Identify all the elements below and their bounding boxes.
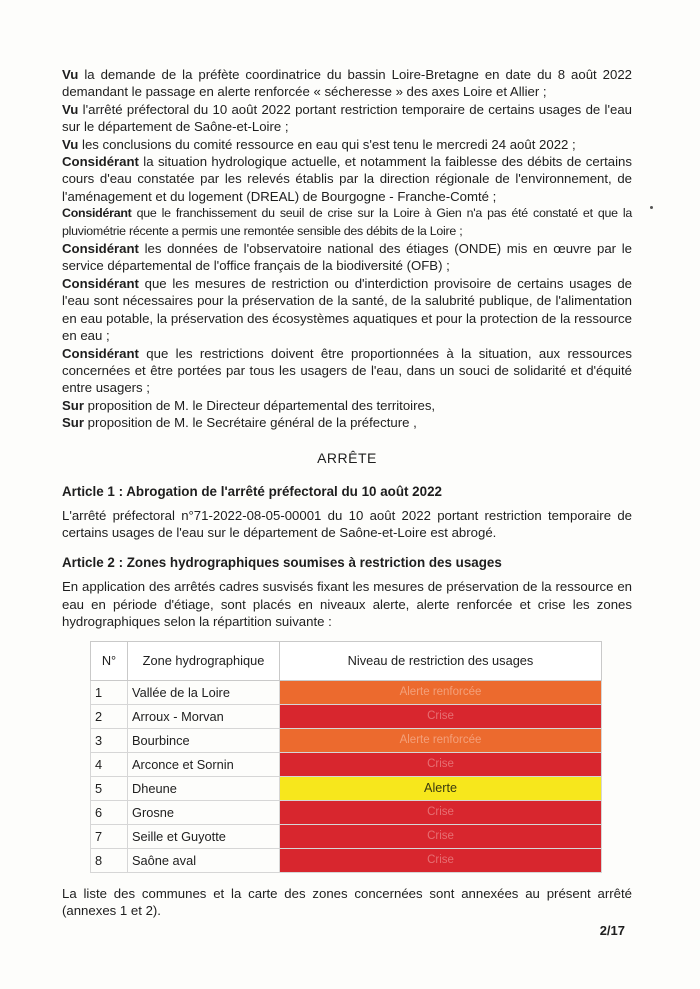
header-level: Niveau de restriction des usages	[280, 641, 602, 680]
preamble-lead: Vu	[62, 67, 79, 82]
table-row	[91, 776, 602, 800]
preamble-item	[62, 101, 632, 136]
header-num: N°	[91, 641, 128, 680]
zone-name: Saône aval	[128, 848, 280, 872]
preamble-item	[62, 345, 632, 397]
restriction-level: Crise	[280, 848, 602, 872]
table-row	[91, 824, 602, 848]
preamble-text: la situation hydrologique actuelle, et notamment la faiblesse des débits de certains cours d'eau constatée par les relevés établis par la direction régionale de l'environnement, de l'aménagement et du logement (DREAL) de Bourgogne - Franche-Comté ;	[62, 154, 632, 204]
preamble-lead: Considérant	[62, 154, 139, 170]
table-row	[91, 752, 602, 776]
zone-number: 3	[91, 728, 128, 752]
preamble-text: les données de l'observatoire national des étiages (ONDE) mis en œuvre par le service départemental de l'office français de la biodiversité (OFB) ;	[62, 241, 632, 274]
preamble-text: que le franchissement du seuil de crise sur la Loire à Gien n'a pas été constaté et que la pluviométrie récente a permis une remontée sensible des débits de la Loire ;	[62, 206, 632, 238]
zone-name: Dheune	[128, 776, 280, 800]
zone-number: 6	[91, 800, 128, 824]
zone-name: Vallée de la Loire	[128, 680, 280, 704]
preamble-text: la demande de la préfète coordinatrice du bassin Loire-Bretagne en date du 8 août 2022 demandant le passage en alerte renforcée « sécheresse » des axes Loire et Allier ;	[62, 67, 632, 100]
preamble-lead: Sur	[62, 415, 84, 431]
table-header-row	[91, 641, 602, 680]
preamble-item	[62, 205, 632, 240]
restriction-level: Crise	[280, 824, 602, 848]
restriction-level: Alerte renforcée	[280, 728, 602, 752]
table-row	[91, 728, 602, 752]
article-2-annex-note: La liste des communes et la carte des zones concernées sont annexées au présent arrêté (annexes 1 et 2).	[62, 885, 632, 918]
preamble	[62, 66, 632, 432]
zone-name: Bourbince	[128, 728, 280, 752]
document-page	[62, 66, 632, 919]
page-number: 2/17	[599, 923, 625, 938]
zone-number: 7	[91, 824, 128, 848]
restriction-level: Crise	[280, 752, 602, 776]
restriction-level: Crise	[280, 800, 602, 824]
preamble-item	[62, 240, 632, 275]
preamble-item	[62, 275, 632, 345]
table-row	[91, 848, 602, 872]
preamble-text: proposition de M. le Directeur départemental des territoires,	[83, 397, 436, 413]
preamble-lead: Considérant	[62, 206, 132, 221]
preamble-text: les conclusions du comité ressource en eau qui s'est tenu le mercredi 24 août 2022 ;	[78, 136, 576, 152]
zone-name: Arroux - Morvan	[128, 704, 280, 728]
preamble-lead: Vu	[62, 136, 79, 152]
preamble-text: proposition de M. le Secrétaire général de la préfecture ,	[83, 415, 417, 431]
scan-speck	[650, 206, 653, 209]
preamble-text: que les restrictions doivent être proportionnées à la situation, aux ressources concernées et être portées par tous les usagers de l'eau, dans un souci de solidarité et d'équité entre usagers ;	[62, 345, 632, 396]
restriction-level: Alerte renforcée	[280, 680, 602, 704]
article-1-body: L'arrêté préfectoral n°71-2022-08-05-00001 du 10 août 2022 portant restriction temporaire de certains usages de l'eau sur le département de Saône-et-Loire est abrogé.	[62, 507, 632, 540]
article-1	[62, 484, 632, 542]
zone-number: 1	[91, 680, 128, 704]
zones-table-body	[91, 680, 602, 872]
preamble-text: que les mesures de restriction ou d'interdiction provisoire de certains usages de l'eau sont nécessaires pour la préservation de la santé, de la salubrité publique, de l'alimentation en eau potable, la préservation des écosystèmes aquatiques et pour la protection de la ressource en eau ;	[62, 275, 632, 344]
table-row	[91, 680, 602, 704]
zone-number: 8	[91, 848, 128, 872]
zones-table	[90, 641, 602, 873]
restriction-level: Alerte	[280, 776, 602, 800]
preamble-item	[62, 397, 632, 414]
zone-name: Grosne	[128, 800, 280, 824]
preamble-item	[62, 414, 632, 431]
article-2	[62, 555, 632, 919]
preamble-item	[62, 153, 632, 205]
zone-number: 2	[91, 704, 128, 728]
preamble-item	[62, 66, 632, 101]
header-zone: Zone hydrographique	[128, 641, 280, 680]
preamble-lead: Vu	[62, 101, 79, 117]
zone-name: Seille et Guyotte	[128, 824, 280, 848]
preamble-text: l'arrêté préfectoral du 10 août 2022 portant restriction temporaire de certains usages de l'eau sur le département de Saône-et-Loire ;	[62, 101, 632, 135]
preamble-lead: Considérant	[62, 345, 139, 361]
article-1-title: Article 1 : Abrogation de l'arrêté préfectoral du 10 août 2022	[62, 483, 442, 499]
zone-name: Arconce et Sornin	[128, 752, 280, 776]
article-2-title: Article 2 : Zones hydrographiques soumises à restriction des usages	[62, 555, 502, 571]
preamble-item	[62, 136, 632, 153]
zone-number: 4	[91, 752, 128, 776]
table-row	[91, 800, 602, 824]
arrete-heading: ARRÊTE	[317, 449, 377, 466]
preamble-lead: Considérant	[62, 275, 139, 291]
restriction-level: Crise	[280, 704, 602, 728]
table-row	[91, 704, 602, 728]
preamble-lead: Sur	[62, 397, 84, 413]
article-2-body: En application des arrêtés cadres susvisés fixant les mesures de préservation de la ressource en eau en période d'étiage, sont placés en niveaux alerte, alerte renforcée et crise les zones hydrographiques selon la répartition suivante :	[62, 579, 632, 630]
zone-number: 5	[91, 776, 128, 800]
preamble-lead: Considérant	[62, 241, 139, 257]
